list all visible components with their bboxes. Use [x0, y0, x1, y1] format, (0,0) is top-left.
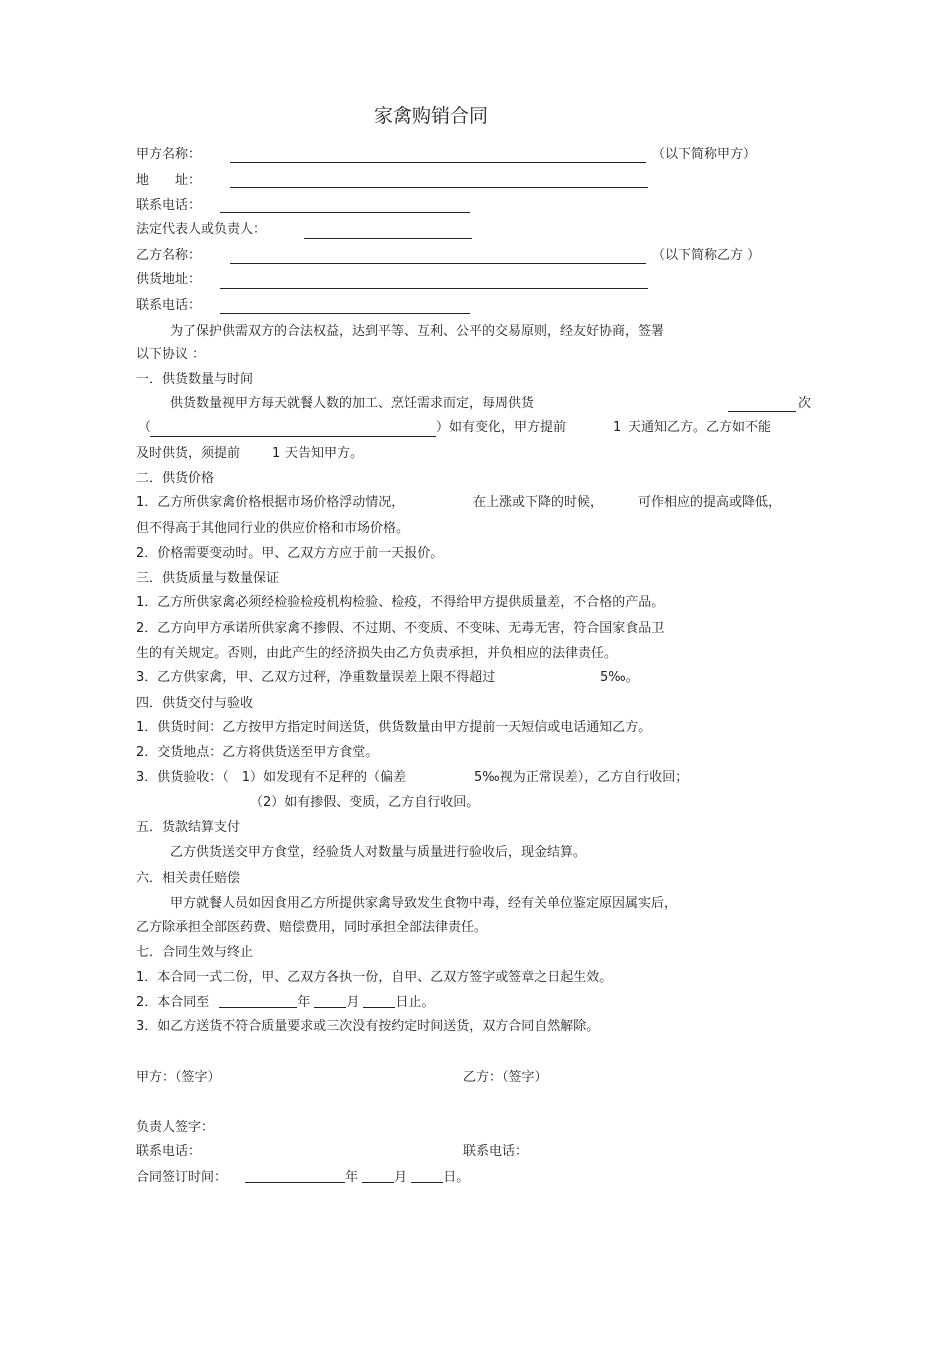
phone-field-a[interactable] [220, 212, 470, 213]
s1-text-a: 供货数量视甲方每天就餐人数的加工、烹饪需求而定，每周供货 [170, 396, 535, 411]
s1-paren-close: ）如有变化，甲方提前 [436, 420, 567, 435]
weekly-times-field[interactable] [728, 411, 796, 412]
supply-address-label: 供货地址： [136, 272, 202, 287]
end-month-field[interactable] [314, 994, 346, 1008]
section-1-heading: 一．供货数量与时间 [136, 372, 254, 387]
sign-phone-b: 联系电话： [463, 1144, 529, 1159]
sign-day-unit: 日。 [443, 1170, 470, 1185]
end-day-unit: 日止。 [395, 995, 435, 1010]
section-6-heading: 六．相关责任赔偿 [136, 871, 241, 886]
sign-month-field[interactable] [362, 1169, 394, 1183]
s1-text-d: 及时供货，须提前 [136, 446, 241, 461]
section-4-heading: 四．供货交付与验收 [136, 696, 254, 711]
s1-paren-field[interactable] [150, 436, 436, 437]
end-day-field[interactable] [363, 994, 395, 1008]
s1-text-c-tail: 天通知乙方。乙方如不能 [628, 420, 772, 435]
party-b-name-label: 乙方名称： [136, 248, 202, 263]
party-a-name-label: 甲方名称： [136, 147, 202, 162]
s1-days-num-2: 1 [272, 446, 281, 461]
s4-p1: 1．供货时间：乙方按甲方指定时间送货，供货数量由甲方提前一天短信或电话通知乙方。 [136, 720, 652, 735]
party-a-suffix: （以下简称甲方） [652, 147, 757, 162]
person-in-charge-signature[interactable]: 负责人签字： [136, 1120, 215, 1135]
intro-line-2: 以下协议 ： [136, 347, 206, 362]
s7-p1: 1．本合同一式二份，甲、乙双方各执一份，自甲、乙双方签字或签章之日起生效。 [136, 970, 613, 985]
s3-p1: 1．乙方所供家禽必须经检验检疫机构检验、检疫，不得给甲方提供质量差，不合格的产品。 [136, 595, 665, 610]
sign-year-unit: 年 [345, 1170, 359, 1185]
party-a-signature[interactable]: 甲方：（签字） [136, 1070, 221, 1085]
section-7-heading: 七．合同生效与终止 [136, 945, 254, 960]
party-a-name-field[interactable] [230, 162, 646, 163]
section-2-heading: 二．供货价格 [136, 471, 215, 486]
intro-line-1: 为了保护供需双方的合法权益，达到平等、互利、公平的交易原则，经友好协商，签署 [170, 324, 665, 339]
sign-month-unit: 月 [394, 1170, 408, 1185]
sign-day-field[interactable] [411, 1169, 443, 1183]
s4-p2: 2．交货地点：乙方将供货送至甲方食堂。 [136, 745, 379, 760]
s1-days-num: 1 [613, 420, 622, 435]
sign-year-field[interactable] [245, 1169, 345, 1183]
phone-field-b[interactable] [220, 313, 470, 314]
s3-p3-b: 5‰。 [600, 670, 639, 685]
section-3-heading: 三．供货质量与数量保证 [136, 571, 280, 586]
s6-p1-b: 乙方除承担全部医药费、赔偿费用，同时承担全部法律责任。 [136, 920, 488, 935]
s1-text-b: 次 [798, 396, 812, 411]
party-b-name-field[interactable] [230, 263, 646, 264]
party-b-suffix: （以下简称乙方 ） [652, 248, 761, 263]
s5-p1: 乙方供货送交甲方食堂，经验货人对数量与质量进行验收后，现金结算。 [170, 845, 587, 860]
party-b-signature[interactable]: 乙方：（签字） [463, 1070, 548, 1085]
contract-date-label: 合同签订时间： [136, 1170, 228, 1185]
s7-p2 [136, 994, 434, 1011]
supply-address-field[interactable] [220, 288, 648, 289]
s1-text-d-tail: 天告知甲方。 [285, 446, 364, 461]
s4-p3-a: 3．供货验收：（ 1）如发现有不足秤的（偏差 [136, 770, 407, 785]
legal-rep-label: 法定代表人或负责人： [136, 222, 267, 237]
s2-p1-c: 可作相应的提高或降低， [638, 495, 782, 510]
s3-p2-a: 2．乙方向甲方承诺所供家禽不掺假、不过期、不变质、不变味、无毒无害，符合国家食品卫 [136, 621, 665, 636]
end-month-unit: 月 [346, 995, 360, 1010]
s1-paren-open: （ [138, 420, 152, 435]
sign-phone-a: 联系电话： [136, 1144, 202, 1159]
s3-p3-a: 3．乙方供家禽，甲、乙双方过秤，净重数量误差上限不得超过 [136, 670, 496, 685]
s3-p2-b: 生的有关规定。否则，由此产生的经济损失由乙方负责承担，并负相应的法律责任。 [136, 646, 618, 661]
section-5-heading: 五．货款结算支付 [136, 820, 241, 835]
address-label: 地 址： [136, 173, 202, 188]
s2-p2: 2．价格需要变动时。甲、乙双方方应于前一天报价。 [136, 546, 444, 561]
phone-label-a: 联系电话： [136, 198, 202, 213]
s2-p1-b: 在上涨或下降的时候， [473, 495, 604, 510]
end-year-unit: 年 [297, 995, 311, 1010]
address-field[interactable] [230, 187, 648, 188]
document-title: 家禽购销合同 [374, 105, 489, 127]
s6-p1-a: 甲方就餐人员如因食用乙方所提供家禽导致发生食物中毒，经有关单位鉴定原因属实后， [170, 896, 678, 911]
end-year-field[interactable] [219, 994, 297, 1008]
phone-label-b: 联系电话： [136, 298, 202, 313]
s2-p1-d: 但不得高于其他同行业的供应价格和市场价格。 [136, 521, 410, 536]
s4-p3-b: 5‰视为正常误差），乙方自行收回； [474, 770, 689, 785]
s7-p3: 3．如乙方送货不符合质量要求或三次没有按约定时间送货，双方合同自然解除。 [136, 1019, 600, 1034]
contract-date [136, 1169, 469, 1186]
legal-rep-field[interactable] [304, 238, 472, 239]
s7-p2-label: 2．本合同至 [136, 995, 210, 1010]
s2-p1-a: 1．乙方所供家禽价格根据市场价格浮动情况， [136, 495, 405, 510]
s4-p3-c: （2）如有掺假、变质，乙方自行收回。 [250, 795, 480, 810]
